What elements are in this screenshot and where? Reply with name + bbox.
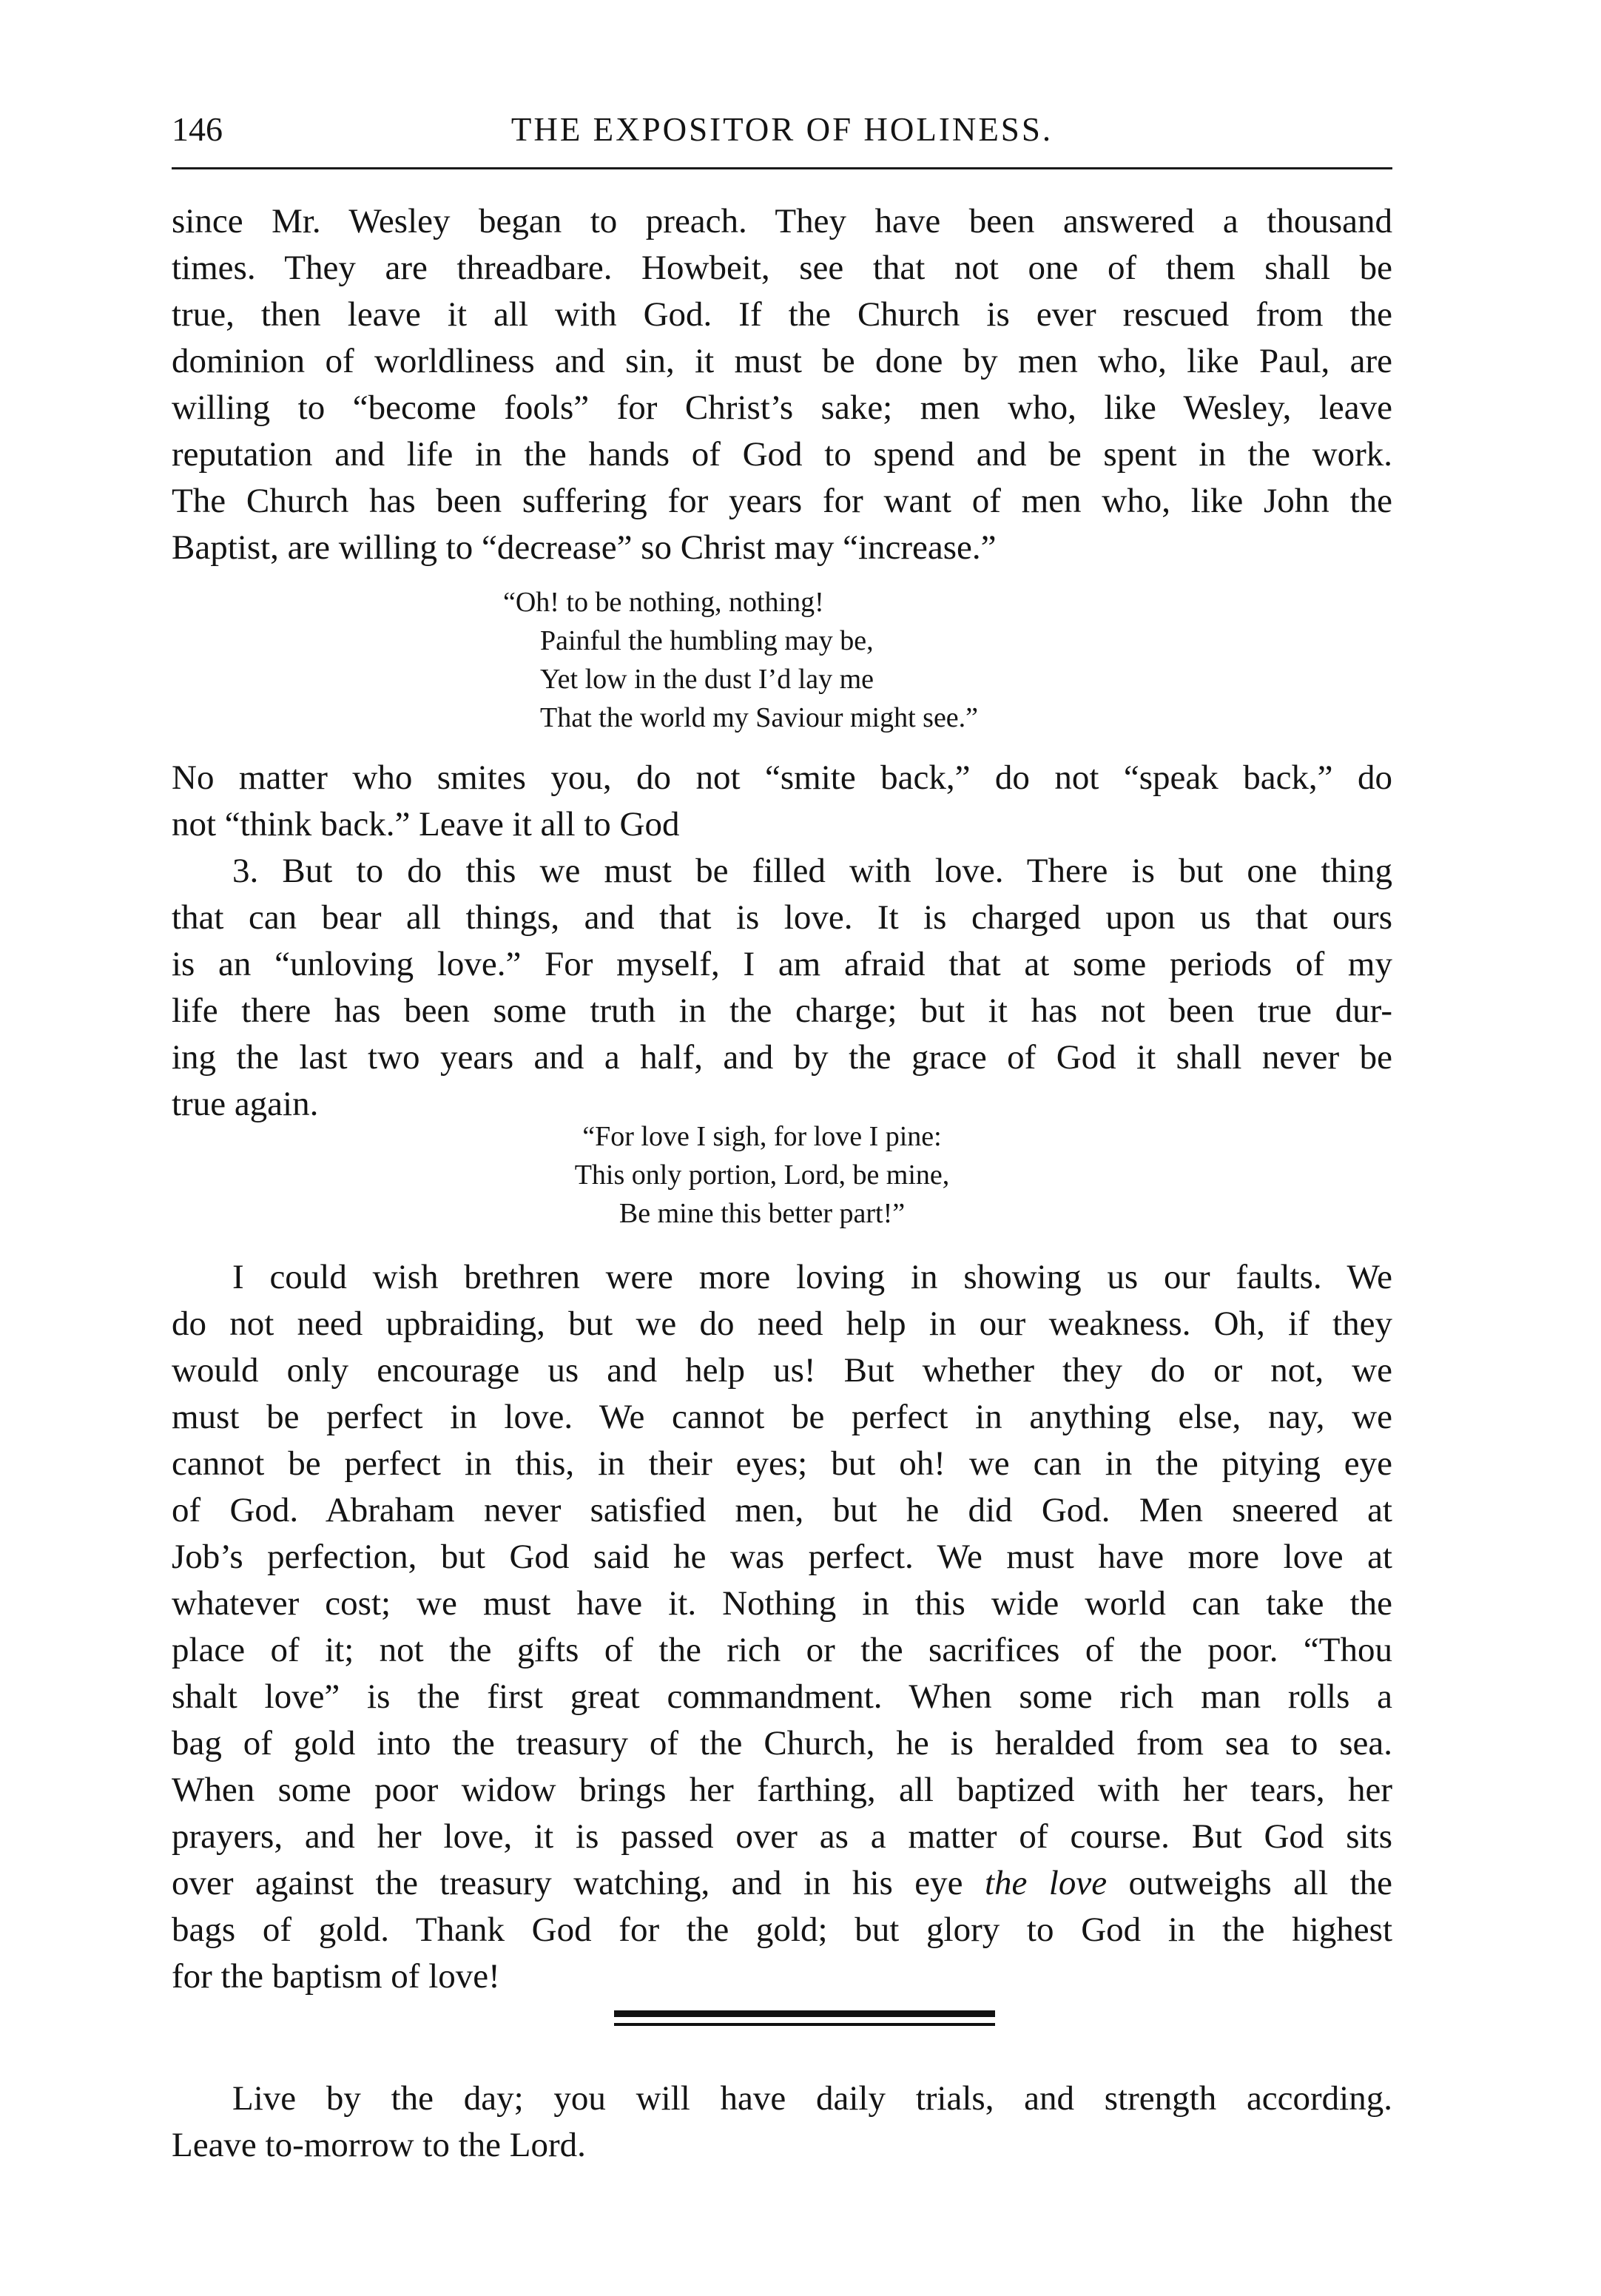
text-line: When some poor widow brings her farthing, all baptized with her tears, her: [172, 1771, 1392, 1809]
text-line: of God. Abraham never satisfied men, but he did God. Men sneered at: [172, 1491, 1392, 1529]
text-line: that can bear all things, and that is love. It is charged upon us that ours: [172, 898, 1392, 937]
paragraph-1: [172, 198, 1429, 571]
page-number: 146: [172, 110, 223, 148]
text-line: Live by the day; you will have daily trials, and strength according.: [232, 2079, 1392, 2118]
poem-line: This only portion, Lord, be mine,: [574, 1159, 950, 1191]
text-line: times. They are threadbare. Howbeit, see that not one of them shall be: [172, 249, 1392, 287]
text-line: Job’s perfection, but God said he was perfect. We must have more love at: [172, 1538, 1392, 1576]
text-line: for the baptism of love!: [172, 1957, 500, 1996]
text-line: bag of gold into the treasury of the Church, he is heralded from sea to sea.: [172, 1724, 1392, 1763]
poem-line: Yet low in the dust I’d lay me: [540, 664, 874, 695]
text-line: shalt love” is the first great commandment. When some rich man rolls a: [172, 1677, 1392, 1716]
text-line: do not need upbraiding, but we do need help in our weakness. Oh, if they: [172, 1304, 1392, 1343]
text-line: must be perfect in love. We cannot be perfect in anything else, nay, we: [172, 1398, 1392, 1436]
poem-line: “Oh! to be nothing, nothing!: [503, 587, 824, 618]
paragraph-2-3: [172, 755, 1429, 1128]
italic-phrase: the love: [984, 1864, 1108, 1902]
text-line: dominion of worldliness and sin, it must be done by men who, like Paul, are: [172, 342, 1392, 380]
text-line: not “think back.” Leave it all to God: [172, 805, 680, 844]
text-segment: outweighs all the: [1128, 1864, 1393, 1902]
text-line: 3. But to do this we must be filled with love. There is but one thing: [232, 852, 1392, 890]
text-segment: over against the treasury watching, and in his eye: [172, 1864, 963, 1902]
text-line: prayers, and her love, it is passed over as a matter of course. But God sits: [172, 1817, 1392, 1856]
text-line: bags of gold. Thank God for the gold; but glory to God in the highest: [172, 1910, 1392, 1949]
closing-paragraph: [172, 2076, 1429, 2169]
text-line: I could wish brethren were more loving in showing us our faults. We: [232, 1258, 1392, 1296]
poem-stanza-2: [503, 1117, 1021, 1233]
text-line: cannot be perfect in this, in their eyes; but oh! we can in the pitying eye: [172, 1444, 1392, 1483]
section-divider-thick: [614, 2010, 995, 2017]
text-line: is an “unloving love.” For myself, I am afraid that at some periods of my: [172, 945, 1392, 983]
text-line: place of it; not the gifts of the rich or the sacrifices of the poor. “Thou: [172, 1631, 1392, 1669]
poem-line: Painful the humbling may be,: [540, 625, 874, 656]
poem-line: Be mine this better part!”: [619, 1198, 906, 1229]
text-line: life there has been some truth in the charge; but it has not been true dur-: [172, 992, 1392, 1030]
text-line: whatever cost; we must have it. Nothing in this wide world can take the: [172, 1584, 1392, 1623]
text-line: willing to “become fools” for Christ’s sake; men who, like Wesley, leave: [172, 388, 1392, 427]
text-line: true again.: [172, 1085, 319, 1123]
text-line: reputation and life in the hands of God to spend and be spent in the work.: [172, 435, 1392, 474]
paragraph-4: [172, 1254, 1429, 2000]
text-line: would only encourage us and help us! But whether they do or not, we: [172, 1351, 1392, 1390]
poem-line: That the world my Saviour might see.”: [540, 702, 979, 733]
section-divider-thin: [614, 2023, 995, 2026]
text-line: since Mr. Wesley began to preach. They have been answered a thousand: [172, 202, 1392, 240]
running-header: [172, 104, 1392, 155]
header-rule: [172, 167, 1392, 169]
text-line: ing the last two years and a half, and by the grace of God it shall never be: [172, 1038, 1392, 1077]
text-line: The Church has been suffering for years for want of men who, like John the: [172, 482, 1392, 520]
text-line: Leave to-morrow to the Lord.: [172, 2126, 586, 2164]
poem-stanza-1: [503, 583, 978, 737]
poem-line: “For love I sigh, for love I pine:: [582, 1121, 942, 1152]
running-title: THE EXPOSITOR OF HOLINESS.: [510, 111, 1054, 148]
text-line-with-italic: [172, 1860, 1392, 1907]
text-line: true, then leave it all with God. If the Church is ever rescued from the: [172, 295, 1392, 334]
text-line: No matter who smites you, do not “smite back,” do not “speak back,” do: [172, 758, 1392, 797]
text-line: Baptist, are willing to “decrease” so Christ may “increase.”: [172, 528, 997, 567]
